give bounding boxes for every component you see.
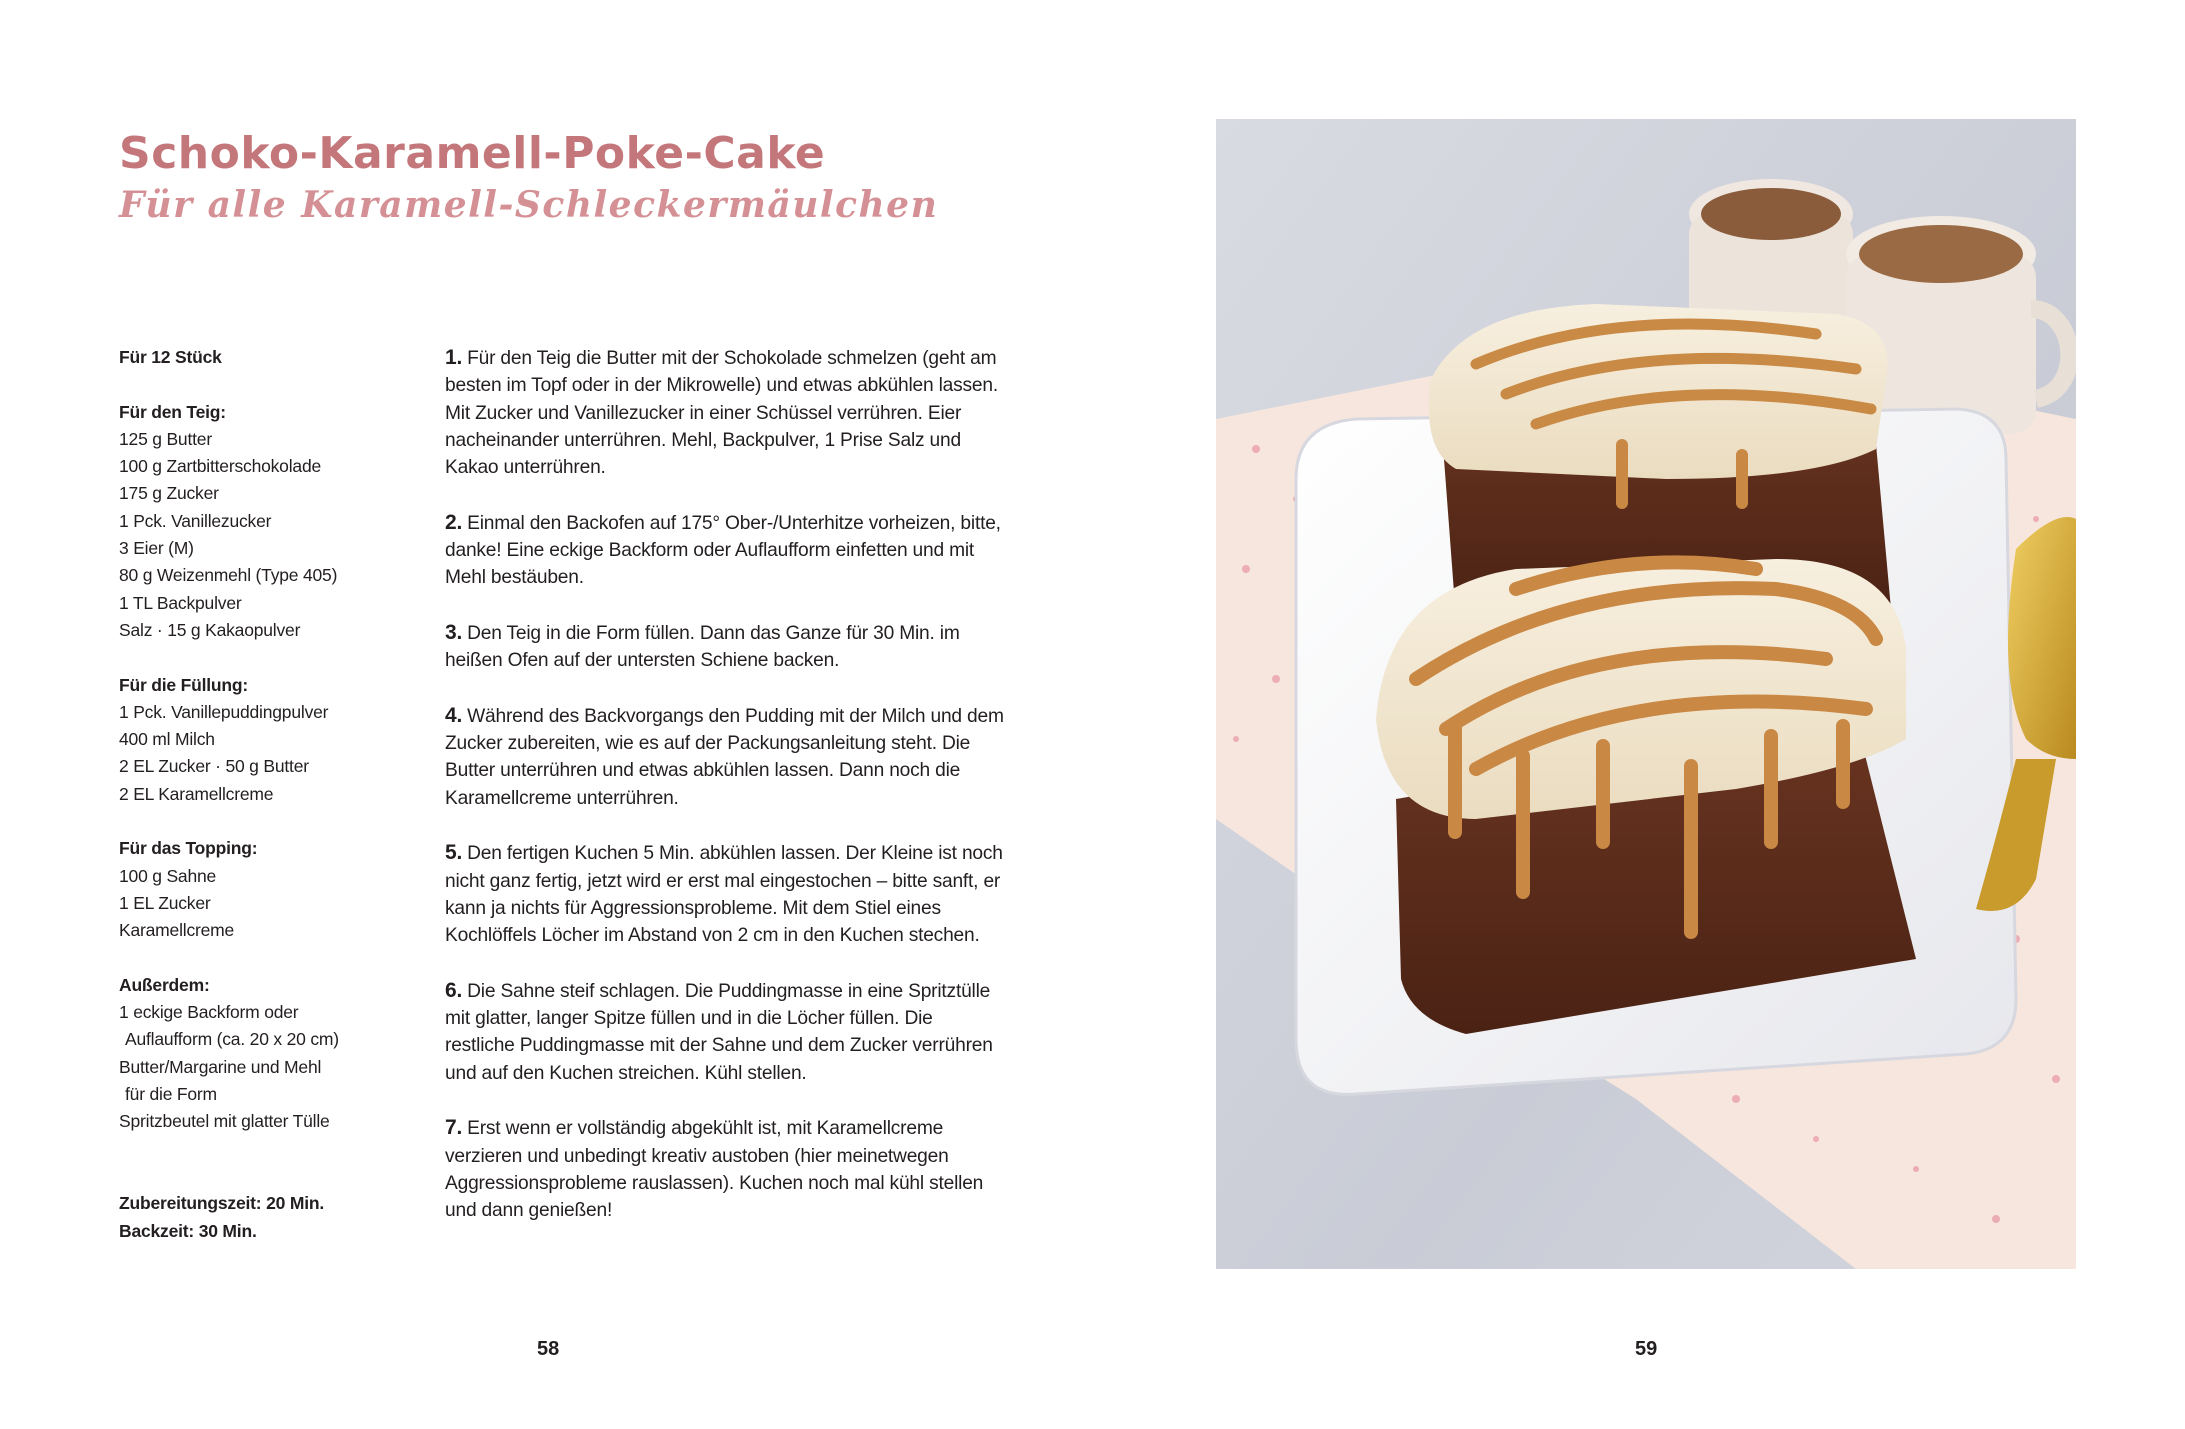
ingredient-item: Salz · 15 g Kakaopulver [119,619,301,640]
step [445,344,1005,481]
extra-heading: Außerdem: [119,974,210,995]
recipe-subtitle: Für alle Karamell-Schleckermäulchen [119,184,939,226]
step-text: Den Teig in die Form füllen. Dann das Ganze für 30 Min. im heißen Ofen auf der untersten Schiene backen. [445,622,960,672]
step [445,702,1005,812]
steps-list [445,344,1005,1252]
step-number: 5. [445,841,463,865]
ingredient-item: 125 g Butter [119,428,212,449]
ingredient-item: 2 EL Karamellcreme [119,783,274,804]
step [445,619,1005,675]
ingredient-item: 1 Pck. Vanillezucker [119,510,272,531]
page-number-left: 58 [537,1338,560,1360]
filling-heading: Für die Füllung: [119,674,248,695]
ingredient-item: 100 g Zartbitterschokolade [119,456,322,477]
ingredient-item: Auflaufform (ca. 20 x 20 cm) [125,1029,339,1050]
ingredient-item: Spritzbeutel mit glatter Tülle [119,1111,330,1132]
ingredient-item: 400 ml Milch [119,729,215,750]
step-number: 6. [445,978,463,1002]
step-text: Erst wenn er vollständig abgekühlt ist, mit Karamellcreme verzieren und unbedingt kreativ austoben (hier meinetwegen Aggressionsprobleme rauslassen). Kuchen noch mal kühl stellen und dann genießen! [445,1118,984,1222]
ingredient-item: 1 EL Zucker [119,892,211,913]
ingredient-item: 1 Pck. Vanillepuddingpulver [119,701,329,722]
step-text: Die Sahne steif schlagen. Die Puddingmasse in eine Spritztülle mit glatter, langer Spitze füllen und in die Löcher füllen. Die restliche Puddingmasse mit der Sahne und dem Zucker verrühren und auf den Kuchen streichen. Kühl stellen. [445,980,993,1084]
prep-time: Zubereitungszeit: 20 Min. [119,1193,325,1214]
step-number: 1. [445,346,463,369]
step-number: 3. [445,620,463,644]
recipe-title: Schoko-Karamell-Poke-Cake [119,128,826,179]
ingredient-item: Butter/Margarine und Mehl [119,1056,322,1077]
ingredients-list [119,344,419,1245]
ingredient-item: Karamellcreme [119,920,235,941]
bake-time: Backzeit: 30 Min. [119,1220,257,1241]
topping-heading: Für das Topping: [119,838,258,859]
step-number: 2. [445,510,463,534]
step-text: Während des Backvorgangs den Pudding mit der Milch und dem Zucker zubereiten, wie es auf der Packungsanleitung steht. Die Butter unterrühren und etwas abkühlen lassen. Dann noch die Karamellcreme unterrühren. [445,705,1004,809]
dough-heading: Für den Teig: [119,401,226,422]
step-number: 7. [445,1116,463,1140]
cake-photo [1216,119,2076,1269]
ingredient-item: 100 g Sahne [119,865,217,886]
page-number-right: 59 [1635,1338,1658,1360]
ingredient-item: 3 Eier (M) [119,538,194,559]
ingredient-item: 1 eckige Backform oder [119,1002,299,1023]
ingredient-item: für die Form [125,1084,217,1105]
step-text: Den fertigen Kuchen 5 Min. abkühlen lassen. Der Kleine ist noch nicht ganz fertig, jetzt wird er erst mal eingestochen – bitte sanft, er kann ja nichts für Aggressionsprobleme. Mit dem Stiel eines Kochlöffels Löcher im Abstand von 2 cm in den Kuchen stechen. [445,843,1003,947]
step-text: Einmal den Backofen auf 175° Ober-/Unterhitze vorheizen, bitte, danke! Eine eckige Backform oder Auflaufform einfetten und mit Mehl bestäuben. [445,512,1001,589]
step-number: 4. [445,703,463,727]
ingredient-item: 1 TL Backpulver [119,592,242,613]
ingredient-item: 80 g Weizenmehl (Type 405) [119,565,338,586]
step [445,1114,1005,1224]
step [445,839,1005,949]
step [445,509,1005,592]
yield: Für 12 Stück [119,347,222,367]
step [445,977,1005,1087]
step-text: Für den Teig die Butter mit der Schokolade schmelzen (geht am besten im Topf oder in der Mikrowelle) und etwas abkühlen lassen. Mit Zucker und Vanillezucker in einer Schüssel verrühren. Eier nacheinander unterrühren. Mehl, Backpulver, 1 Prise Salz und Kakao unterrühren. [445,348,998,479]
ingredient-item: 175 g Zucker [119,483,219,504]
ingredient-item: 2 EL Zucker · 50 g Butter [119,756,309,777]
